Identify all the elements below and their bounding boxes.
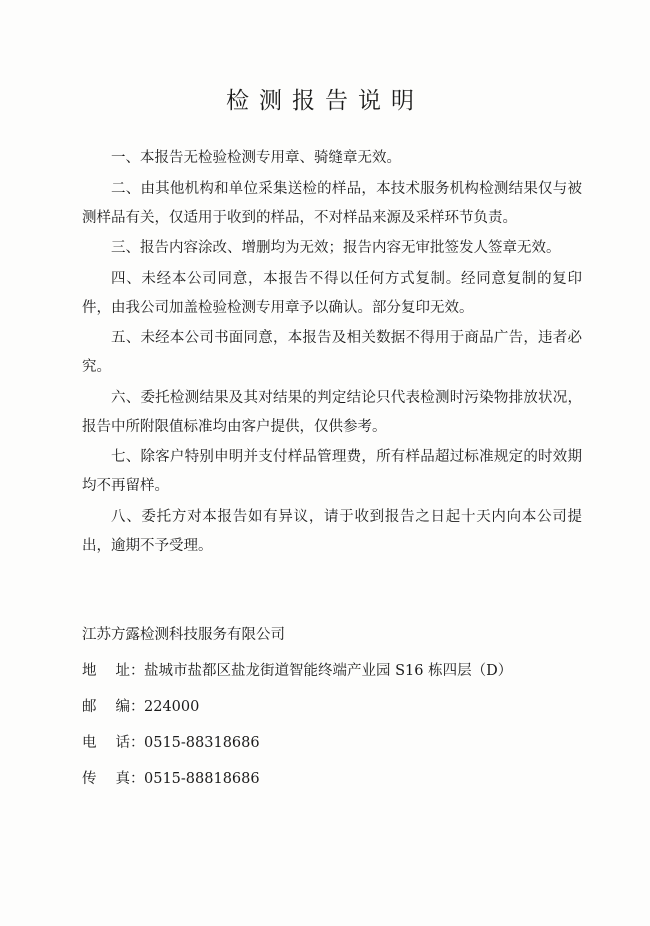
- note-item-7: 七、除客户特别申明并支付样品管理费，所有样品超过标准规定的时效期均不再留样。: [82, 449, 582, 494]
- fax-row: [82, 766, 602, 802]
- note-item-1: 一、本报告无检验检测专用章、骑缝章无效。: [111, 150, 401, 166]
- notes-list: [82, 144, 582, 562]
- note-item-3: 三、报告内容涂改、增删均为无效；报告内容无审批签发人签章无效。: [111, 240, 561, 256]
- note-item-4: 四、未经本公司同意，本报告不得以任何方式复制。经同意复制的复印件，由我公司加盖检验检测专用章予以确认。部分复印无效。: [82, 270, 582, 316]
- company-info: [82, 622, 602, 802]
- note-item-2: 二、由其他机构和单位采集送检的样品，本技术服务机构检测结果仅与被测样品有关，仅适用于收到的样品，不对样品来源及采样环节负责。: [82, 180, 582, 226]
- phone-label: 电 话: [82, 735, 130, 751]
- company-name: 江苏方露检测科技服务有限公司: [82, 627, 285, 643]
- phone-row: [82, 730, 602, 766]
- address-row: [82, 658, 602, 694]
- postcode-label: 邮 编: [82, 699, 130, 715]
- fax-colon: ：: [130, 771, 145, 787]
- address-label: 地 址: [82, 663, 130, 679]
- note-item-8: 八、委托方对本报告如有异议，请于收到报告之日起十天内向本公司提出，逾期不予受理。: [82, 508, 582, 554]
- page-title: 检测报告说明: [226, 88, 424, 114]
- note-item-5: 五、未经本公司书面同意，本报告及相关数据不得用于商品广告，违者必究。: [82, 330, 582, 375]
- postcode-value: 224000: [144, 699, 200, 715]
- fax-label: 传 真: [82, 771, 130, 787]
- postcode-row: [82, 694, 602, 730]
- postcode-colon: ：: [130, 699, 145, 715]
- address-value: 盐城市盐都区盐龙街道智能终端产业园 S16 栋四层（D）: [144, 663, 513, 679]
- phone-value: 0515-88318686: [144, 735, 260, 751]
- fax-value: 0515-88818686: [144, 771, 260, 787]
- phone-colon: ：: [130, 735, 145, 751]
- address-colon: ：: [130, 663, 145, 679]
- note-item-6: 六、委托检测结果及其对结果的判定结论只代表检测时污染物排放状况，报告中所附限值标准均由客户提供，仅供参考。: [82, 389, 582, 435]
